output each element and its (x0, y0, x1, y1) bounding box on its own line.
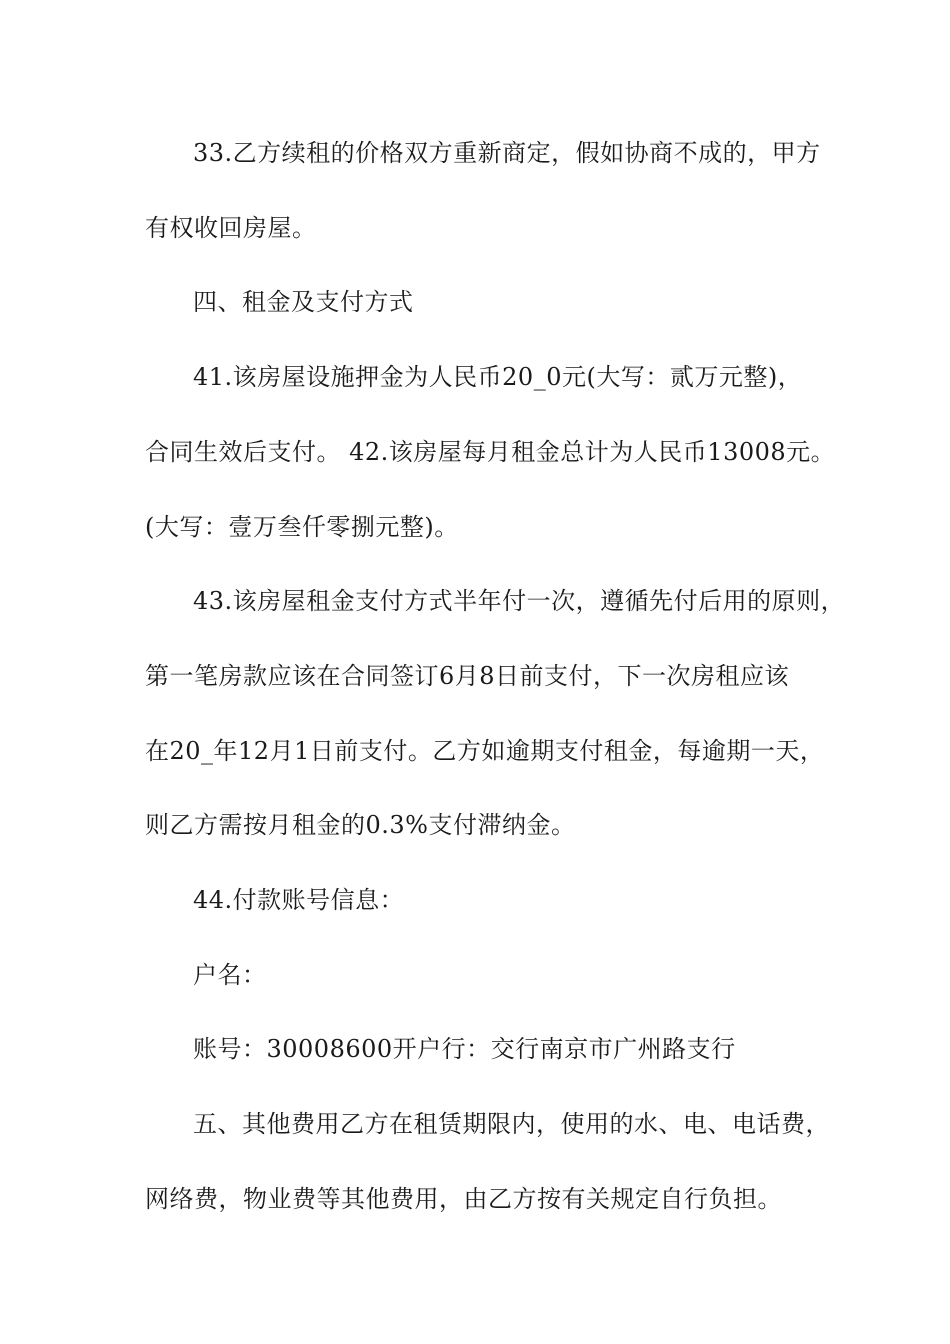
clause-43-line-4: 则乙方需按月租金的0.3%支付滞纳金。 (145, 811, 576, 839)
clause-43-line-2: 第一笔房款应该在合同签订6月8日前支付，下一次房租应该 (145, 662, 790, 690)
clause-44-heading: 44.付款账号信息： (193, 886, 405, 914)
clause-41-line-1: 41.该房屋设施押金为人民币20_0元(大写：贰万元整)， (193, 363, 803, 391)
clause-43-line-1: 43.该房屋租金支付方式半年付一次，遵循先付后用的原则， (193, 587, 846, 615)
clause-42-amount-line: (大写：壹万叁仟零捌元整)。 (145, 513, 459, 541)
section-5-line-2: 网络费，物业费等其他费用，由乙方按有关规定自行负担。 (145, 1185, 782, 1213)
section-4-heading: 四、租金及支付方式 (193, 288, 414, 316)
clause-43-line-3: 在20_年12月1日前支付。乙方如逾期支付租金，每逾期一天， (145, 737, 825, 765)
clause-33-line-2: 有权收回房屋。 (145, 214, 317, 242)
section-5-line-1: 五、其他费用乙方在租赁期限内，使用的水、电、电话费， (193, 1110, 830, 1138)
account-number-line: 账号：30008600开户行：交行南京市广州路支行 (193, 1035, 736, 1063)
clause-33-line-1: 33.乙方续租的价格双方重新商定，假如协商不成的，甲方 (193, 139, 821, 167)
account-name-line: 户名： (193, 961, 267, 989)
clause-41-42-line: 合同生效后支付。 42.该房屋每月租金总计为人民币13008元。 (145, 438, 836, 466)
